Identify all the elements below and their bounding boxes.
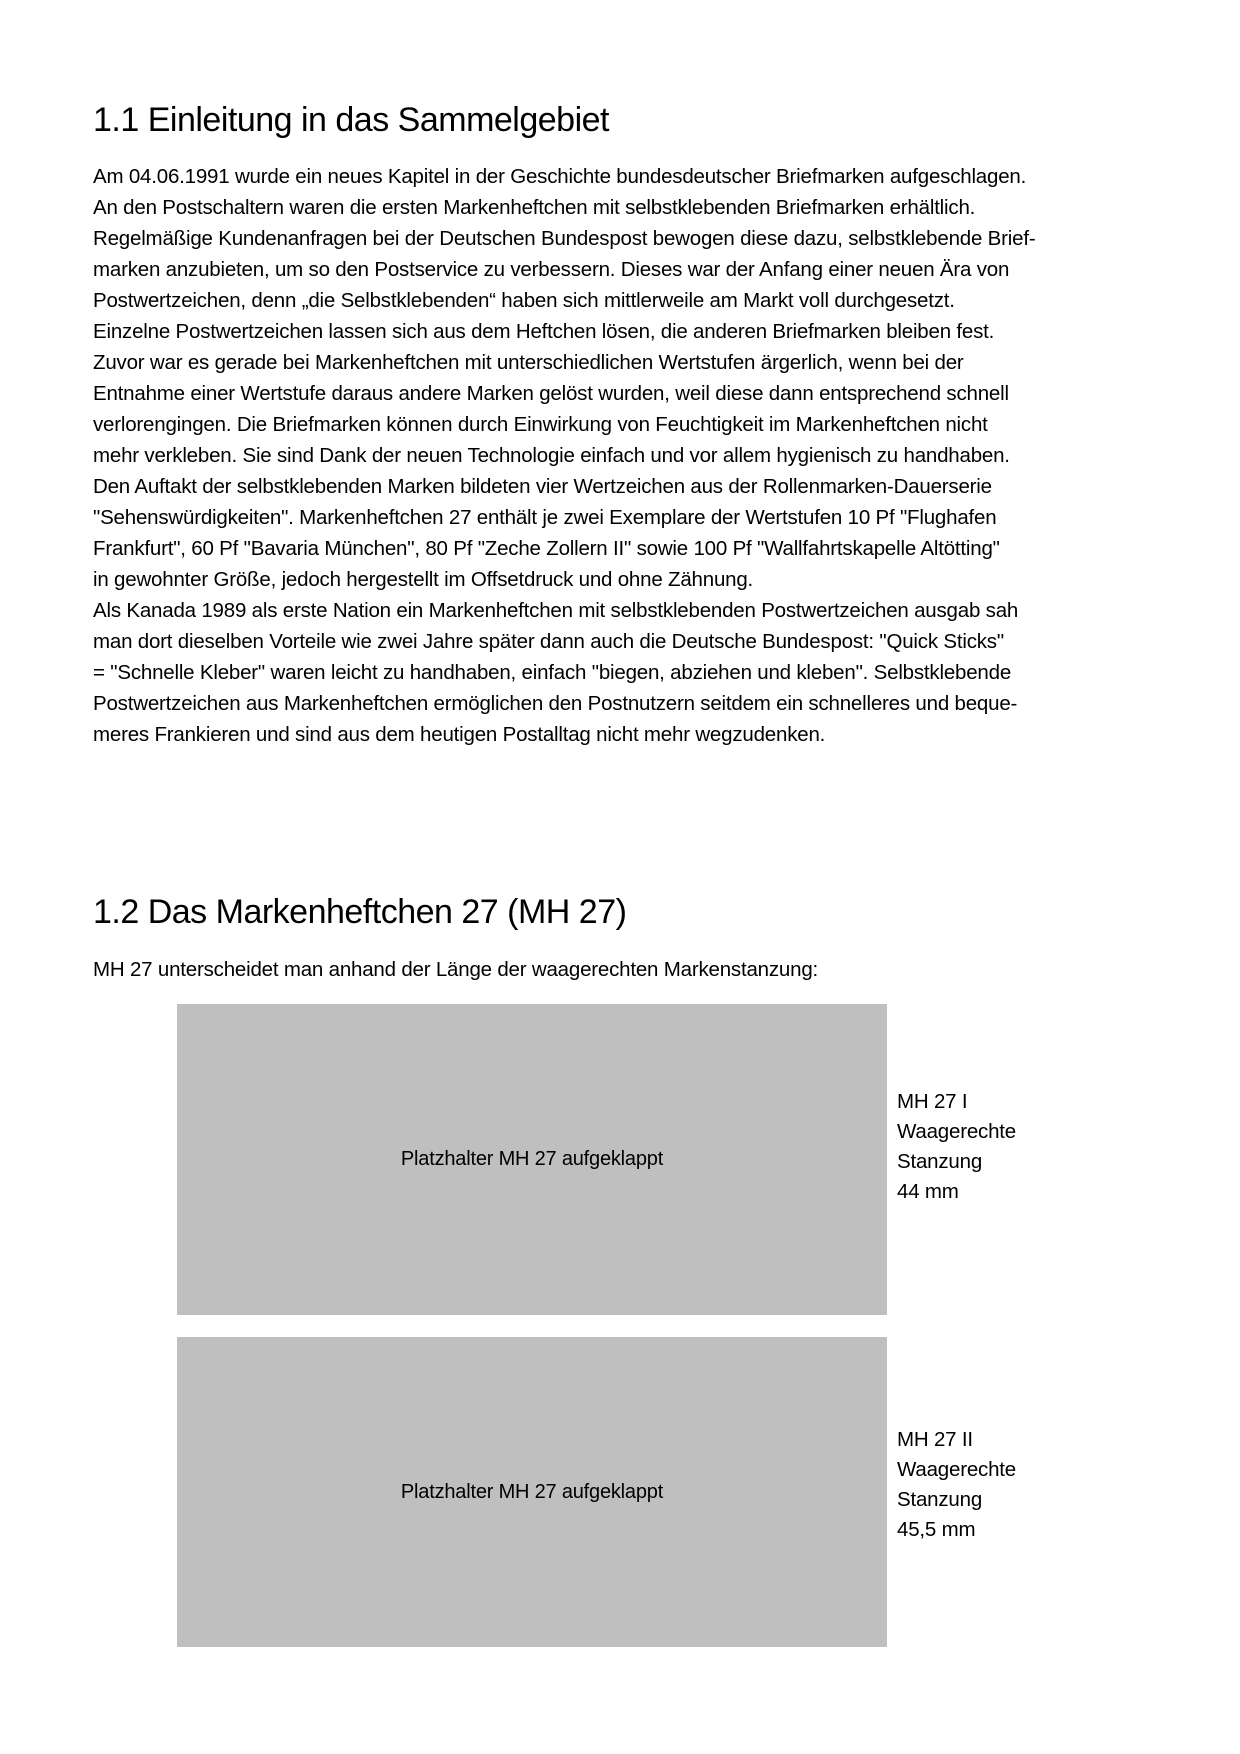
- caption-line: 45,5 mm: [897, 1518, 976, 1541]
- caption-line: Stanzung: [897, 1488, 983, 1511]
- paragraph-line: Zuvor war es gerade bei Markenheftchen mit unterschiedlichen Wertstufen ärgerlich, wenn bei der: [93, 351, 964, 374]
- paragraph-line: marken anzubieten, um so den Postservice zu verbessern. Dieses war der Anfang einer neuen Ära von: [93, 258, 1010, 281]
- paragraph-line: meres Frankieren und sind aus dem heutigen Postalltag nicht mehr wegzudenken.: [93, 723, 826, 746]
- section-1-2-heading: 1.2 Das Markenheftchen 27 (MH 27): [93, 893, 627, 931]
- paragraph-line: man dort dieselben Vorteile wie zwei Jahre später dann auch die Deutsche Bundespost: "Quick Sticks": [93, 630, 1004, 653]
- placeholder-label: Platzhalter MH 27 aufgeklappt: [400, 1480, 664, 1503]
- placeholder-label: Platzhalter MH 27 aufgeklappt: [400, 1148, 664, 1170]
- caption-line: Stanzung: [897, 1150, 983, 1173]
- caption-line: Waagerechte: [897, 1458, 1016, 1481]
- paragraph-line: Als Kanada 1989 als erste Nation ein Markenheftchen mit selbstklebenden Postwertzeichen ausgab sah: [93, 599, 1019, 622]
- section-1-2-intro: MH 27 unterscheidet man anhand der Länge der waagerechten Markenstanzung:: [93, 958, 819, 981]
- paragraph-line: verlorengingen. Die Briefmarken können durch Einwirkung von Feuchtigkeit im Markenheftchen nicht: [93, 413, 988, 436]
- caption-line: MH 27 I: [897, 1090, 968, 1113]
- paragraph-line: Am 04.06.1991 wurde ein neues Kapitel in der Geschichte bundesdeutscher Briefmarken aufgeschlagen.: [93, 165, 1027, 188]
- figure-placeholder-mh27-i: [177, 1004, 887, 1315]
- figure-caption-mh27-i: [897, 1087, 1016, 1207]
- paragraph-line: = "Schnelle Kleber" waren leicht zu handhaben, einfach "biegen, abziehen und kleben". Selbstklebende: [93, 661, 1012, 684]
- paragraph-line: Postwertzeichen, denn „die Selbstklebenden“ haben sich mittlerweile am Markt voll durchgesetzt.: [93, 289, 955, 312]
- paragraph-line: Einzelne Postwertzeichen lassen sich aus dem Heftchen lösen, die anderen Briefmarken bleiben fest.: [93, 320, 995, 343]
- caption-line: 44 mm: [897, 1180, 959, 1203]
- paragraph-line: in gewohnter Größe, jedoch hergestellt im Offsetdruck und ohne Zähnung.: [93, 568, 754, 591]
- paragraph-line: mehr verkleben. Sie sind Dank der neuen Technologie einfach und vor allem hygienisch zu handhaben.: [93, 444, 1010, 467]
- paragraph-line: Entnahme einer Wertstufe daraus andere Marken gelöst wurden, weil diese dann entsprechend schnell: [93, 382, 1009, 405]
- paragraph-line: Postwertzeichen aus Markenheftchen ermöglichen den Postnutzern seitdem ein schnelleres und beque-: [93, 692, 1018, 715]
- paragraph-line: An den Postschaltern waren die ersten Markenheftchen mit selbstklebenden Briefmarken erhältlich.: [93, 196, 976, 219]
- section-1-1-paragraph: [93, 161, 1035, 750]
- paragraph-line: "Sehenswürdigkeiten". Markenheftchen 27 enthält je zwei Exemplare der Wertstufen 10 Pf "Flughafen: [93, 506, 997, 529]
- paragraph-line: Den Auftakt der selbstklebenden Marken bildeten vier Wertzeichen aus der Rollenmarken-Dauerserie: [93, 475, 992, 498]
- caption-line: Waagerechte: [897, 1120, 1016, 1143]
- caption-line: MH 27 II: [897, 1428, 973, 1451]
- paragraph-line: Regelmäßige Kundenanfragen bei der Deutschen Bundespost bewogen diese dazu, selbstklebende Brief-: [93, 227, 1036, 250]
- figure-caption-mh27-ii: [897, 1425, 1016, 1545]
- figure-placeholder-mh27-ii: [177, 1337, 887, 1647]
- section-1-1-heading: 1.1 Einleitung in das Sammelgebiet: [93, 101, 609, 139]
- paragraph-line: Frankfurt", 60 Pf "Bavaria München", 80 Pf "Zeche Zollern II" sowie 100 Pf "Wallfahrtskapelle Altötting": [93, 537, 1000, 560]
